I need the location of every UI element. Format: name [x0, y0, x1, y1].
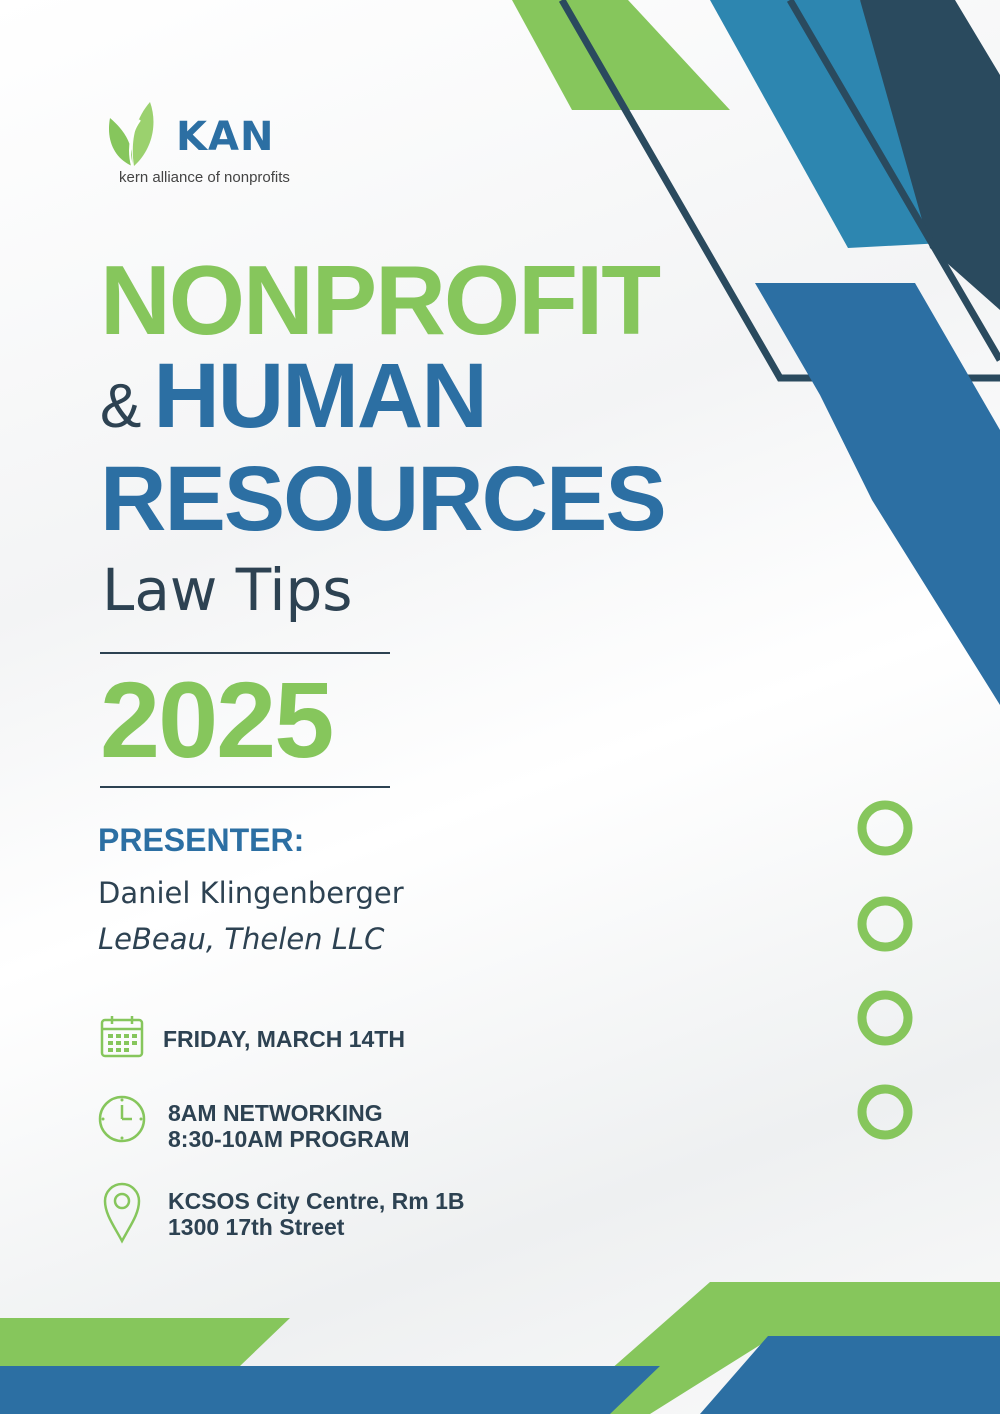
headline-line2	[100, 345, 665, 453]
event-date: FRIDAY, MARCH 14TH	[163, 1026, 405, 1052]
event-time	[168, 1100, 410, 1152]
headline	[100, 245, 665, 550]
event-location-venue: KCSOS City Centre, Rm 1B	[168, 1188, 465, 1214]
green-stripe-top	[512, 0, 730, 110]
subtitle: Law Tips	[102, 556, 353, 624]
logo-tagline: kern alliance of nonprofits	[119, 169, 290, 186]
headline-line3: RESOURCES	[100, 448, 665, 550]
leaf-icon	[104, 100, 164, 168]
event-time-program: 8:30-10AM PROGRAM	[168, 1126, 410, 1152]
event-time-networking: 8AM NETWORKING	[168, 1100, 383, 1126]
presenter-name: Daniel Klingenberger	[98, 876, 404, 910]
logo-name: KAN	[176, 114, 275, 160]
ampersand: &	[100, 372, 140, 441]
year: 2025	[100, 659, 333, 780]
blue-bar-bottom	[0, 1366, 660, 1414]
decor-circle	[862, 901, 908, 947]
green-stripe-bottom-left	[0, 1318, 290, 1366]
headline-line1: NONPROFIT	[100, 245, 660, 355]
event-location-address: 1300 17th Street	[168, 1214, 345, 1240]
event-location	[168, 1188, 465, 1240]
blue-band	[755, 283, 1000, 705]
decor-circle	[862, 805, 908, 851]
calendar-icon	[100, 1014, 144, 1058]
decor-circle	[862, 995, 908, 1041]
presenter-org: LeBeau, Thelen LLC	[98, 922, 385, 956]
clock-icon	[97, 1094, 147, 1144]
divider-top	[100, 652, 390, 654]
divider-bottom	[100, 786, 390, 788]
headline-human: HUMAN	[153, 345, 486, 447]
presenter-label: PRESENTER:	[98, 822, 305, 858]
decor-circle	[862, 1089, 908, 1135]
decorative-circles	[856, 800, 916, 1145]
location-pin-icon	[102, 1180, 142, 1244]
logo	[104, 100, 324, 190]
